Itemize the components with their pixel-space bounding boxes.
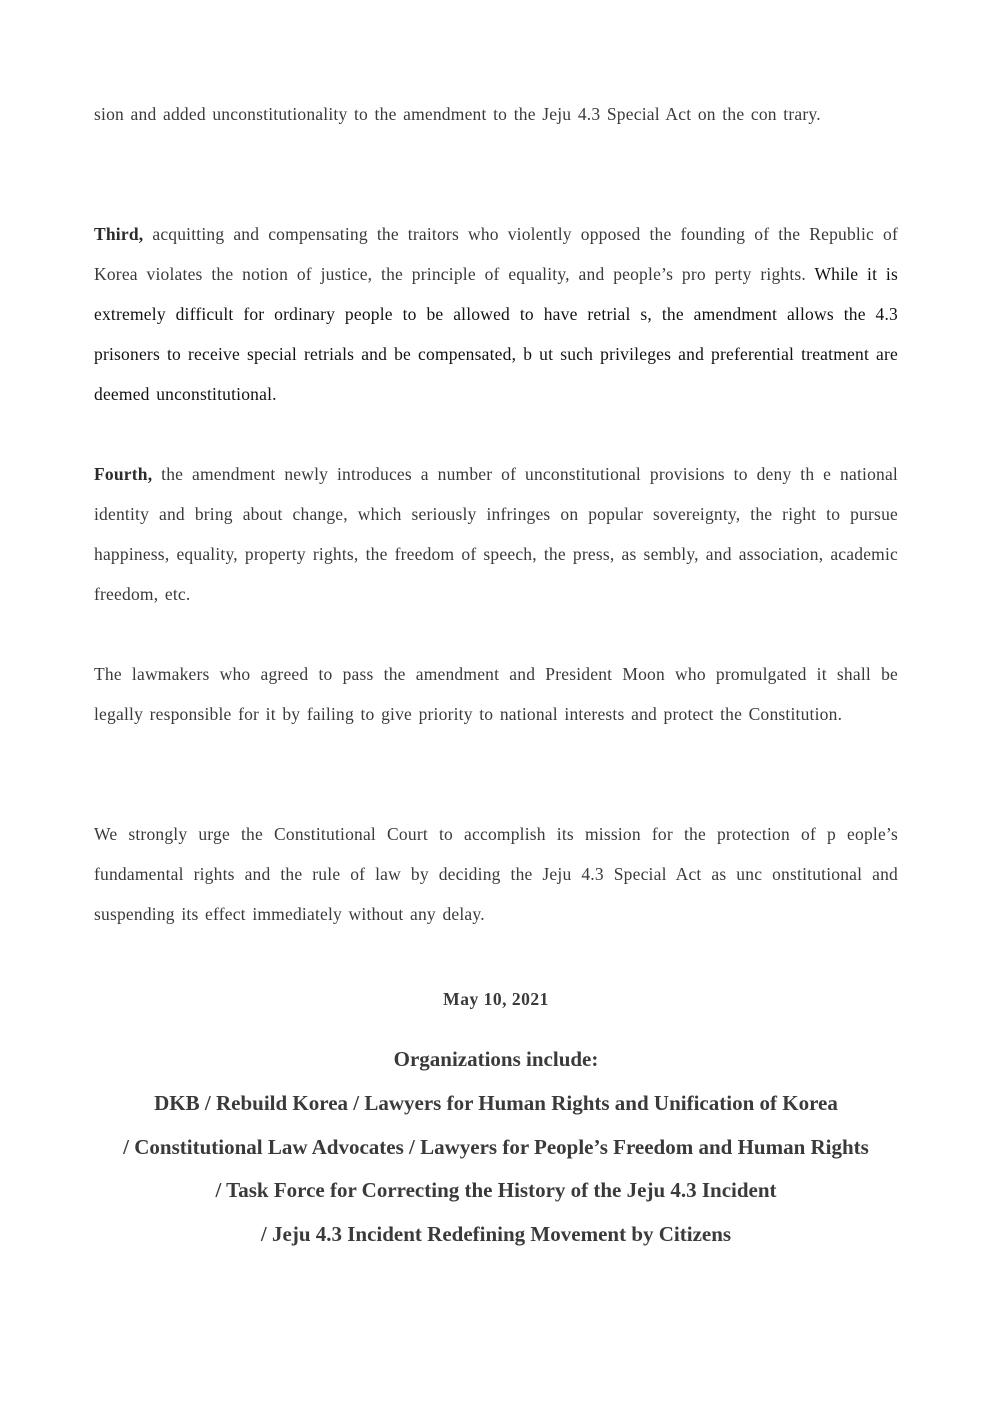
organizations-line: / Jeju 4.3 Incident Redefining Movement by Citizens — [260, 1221, 732, 1246]
paragraph-text: We strongly urge the Constitutional Court to accomplish its mission for the protection of p eople’s fundamental rights and the rule of law by deciding the Jeju 4.3 Special Act as unc onstitutional and suspending its effect immediately without any delay. — [94, 824, 898, 924]
paragraph-text-emphasis: While it is extremely difficult for ordinary people to be allowed to have retrial s, the amendment allows the 4.3 prisoners to receive special retrials and be compensated, b ut such privileges and preferential treatment are deemed unconstitutional. — [94, 264, 898, 404]
paragraph-fourth — [94, 454, 898, 614]
paragraph-continuation — [94, 94, 898, 134]
organizations-heading: Organizations include: — [393, 1047, 599, 1071]
organizations-line: / Task Force for Correcting the History of the Jeju 4.3 Incident — [215, 1178, 777, 1202]
organizations-line: / Constitutional Law Advocates / Lawyers for People’s Freedom and Human Rights — [123, 1134, 869, 1159]
organizations-line: DKB / Rebuild Korea / Lawyers for Human Rights and Unification of Korea — [154, 1091, 838, 1115]
paragraph-text: acquitting and compensating the traitors who violently opposed the founding of the Republic of Korea violates the notion of justice, the principle of equality, and people’s pro perty rights. — [94, 224, 898, 284]
paragraph-text: the amendment newly introduces a number of unconstitutional provisions to deny th e national identity and bring about change, which seriously infringes on popular sovereignty, the right to pursue happiness, equality, property rights, the freedom of speech, the press, as sembly, and association, academic freedom, etc. — [94, 464, 898, 604]
paragraph-urge — [94, 814, 898, 934]
organizations-list — [60, 1082, 932, 1256]
paragraph-text: The lawmakers who agreed to pass the amendment and President Moon who promulgated it shall be legally responsible for it by failing to give priority to national interests and protect the Constitution. — [94, 664, 898, 724]
paragraph-label: Third, — [94, 224, 144, 244]
paragraph-third — [94, 214, 898, 414]
statement-date: May 10, 2021 — [443, 989, 549, 1009]
paragraph-lawmakers — [94, 654, 898, 734]
paragraph-text: sion and added unconstitutionality to the amendment to the Jeju 4.3 Special Act on the con trary. — [94, 104, 821, 124]
paragraph-label: Fourth, — [94, 464, 153, 484]
